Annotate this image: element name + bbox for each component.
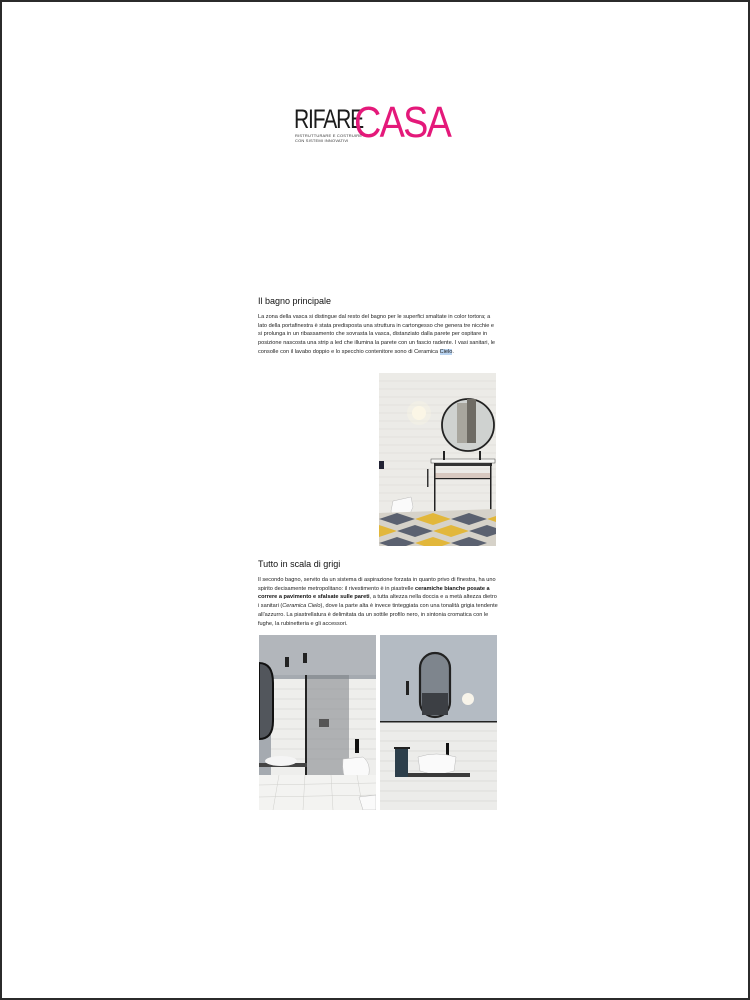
photo-second-bathroom-shower [259,635,376,810]
para2-bold: ceramiche bianche posate a correre a pavimento e sfalsate sulle pareti [258,585,490,601]
para2-text-1: Il secondo bagno, servito da un sistema di aspirazione forzata in quanto privo di finestra, ha uno spirito decisamente metropolitano: il rivestimento è in piastrelle [258,577,496,592]
logo-tagline-1: RISTRUTTURARE E COSTRUIRE [295,133,363,138]
para2-text-3: ), dove la parte alta è invece tinteggiata con una tonalità grigia tendente all'azzurro. La piastrellatura è delimitata da un sottile profilo nero, in sintonia cromatica con le fughe, la rubinetteria e gli accessori. [258,603,498,627]
magazine-page [2,2,748,998]
para2-italic: Ceramica Cielo [282,603,321,610]
section-text-second-bathroom [258,576,498,628]
photo-second-bathroom-washbasin [380,635,497,810]
photo-main-bathroom [379,373,496,546]
para2-text-2: , a tutta altezza nella doccia e a metà altezza dietro i sanitari ( [258,594,497,610]
para1-end: . [452,348,454,355]
section-title-main-bathroom: Il bagno principale [258,296,332,306]
section-text-main-bathroom [258,313,498,357]
logo-tagline-2: CON SISTEMI INNOVATIVI [295,138,349,143]
para1-text: La zona della vasca si distingue dal resto del bagno per le superfici smaltate in color tortora; a lato della portafinestra è stata predisposta una struttura in cartongesso che genera tre nicchie e si prolunga in un ribassamento che sovrasta la vasca, distanziato dalla parete per ospitare in posizione nascosta una strip a led che illumina la parete con un fascio radente. I vasi sanitari, le consolle con il lavabo doppio e lo specchio contenitore sono di Ceramica [258,314,495,355]
logo-casa: CASA [354,98,451,147]
logo-rifare: RIFARE [294,104,364,134]
section-title-second-bathroom: Tutto in scala di grigi [258,559,341,569]
rifarecasa-logo [294,98,464,147]
highlighted-word[interactable]: Cielo [439,348,453,355]
